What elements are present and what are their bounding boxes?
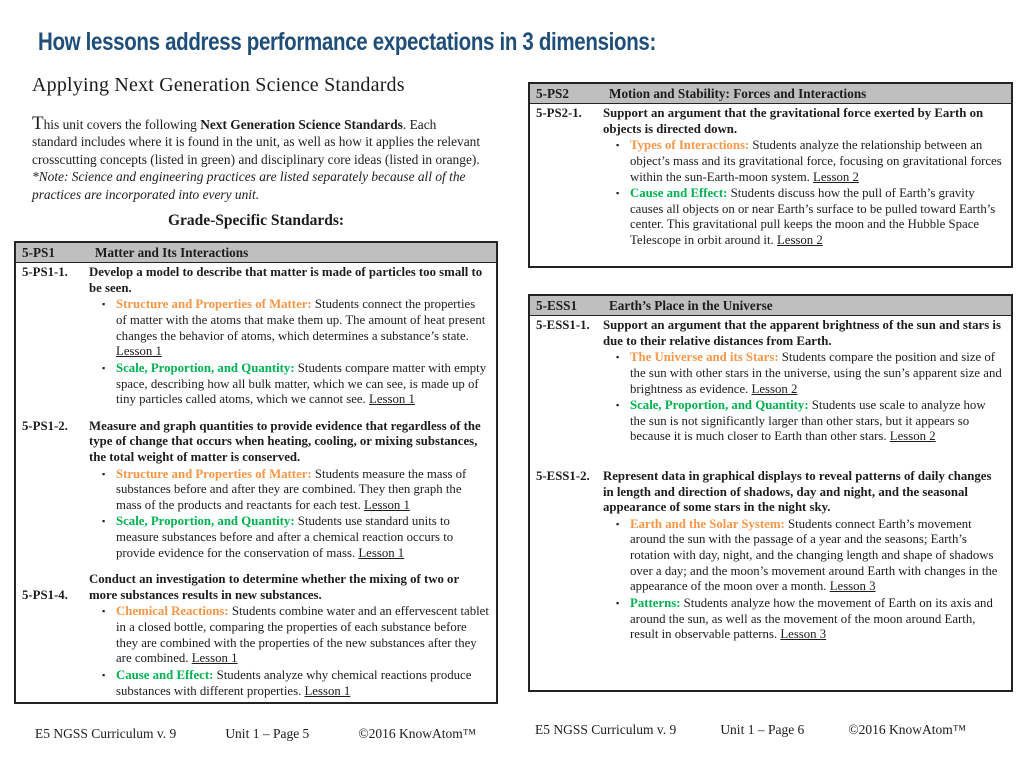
pe-description [603, 469, 1011, 643]
standards-table-5-ess1 [528, 294, 1013, 692]
dimension-bullet-list [603, 350, 1004, 445]
dci-label: Structure and Properties of Matter: [116, 466, 312, 481]
dimension-bullet-list [603, 138, 1004, 248]
bullet-text: Students use standard units to measure substances before and after a chemical reaction occurs to provide evidence for the conservation of mass. [116, 514, 454, 560]
pe-statement: Develop a model to describe that matter is made of particles too small to be seen. [89, 265, 483, 295]
standards-table-5-ps1 [14, 241, 498, 704]
ccc-label: Patterns: [630, 595, 681, 610]
bullet-icon: ▪ [616, 518, 620, 529]
table-header-row [530, 84, 1011, 104]
intro-segment: T [32, 113, 44, 134]
bullet-icon: ▪ [102, 606, 106, 617]
standard-row [16, 265, 496, 407]
document-heading: Applying Next Generation Science Standards [32, 74, 405, 96]
page-title: How lessons address performance expectations in 3 dimensions: [38, 28, 656, 56]
intro-segment: his unit covers the following [43, 117, 201, 132]
dci-label: Earth and the Solar System: [630, 516, 785, 531]
lesson-link[interactable]: Lesson 1 [116, 344, 162, 359]
bullet-icon: ▪ [616, 400, 620, 411]
standard-row [16, 572, 496, 699]
lesson-link[interactable]: Lesson 1 [369, 392, 415, 407]
footer-page-number: Unit 1 – Page 5 [225, 726, 310, 741]
footer-curriculum-version: E5 NGSS Curriculum v. 9 [35, 726, 177, 741]
page-5 [14, 74, 498, 704]
bullet-text: Students compare matter with empty space, describing how all bulk matter, which we can see, is made up of tiny particles called atoms, which we cannot see. [116, 360, 487, 407]
pe-code: 5-PS1-1. [22, 265, 68, 280]
standard-row [530, 469, 1011, 643]
dci-label: The Universe and its Stars: [630, 350, 779, 365]
standard-row [530, 106, 1011, 248]
pe-statement: Represent data in graphical displays to reveal patterns of daily changes in length and direction of shadows, day and night, and the seasonal appearance of some stars in the night sky. [603, 469, 992, 515]
lesson-link[interactable]: Lesson 2 [751, 381, 798, 396]
bullet-icon: ▪ [616, 597, 620, 608]
pe-code: 5-PS2-1. [536, 106, 582, 121]
table-header-title: Earth’s Place in the Universe [609, 298, 773, 313]
standard-bullet [102, 514, 489, 561]
lesson-link[interactable]: Lesson 1 [304, 683, 351, 698]
pe-statement: Support an argument that the apparent brightness of the sun and stars is due to their relative distances from Earth. [603, 318, 1001, 348]
lesson-link[interactable]: Lesson 2 [889, 429, 936, 444]
intro-segment: Next Generation Science Standards [200, 117, 403, 132]
pe-description [603, 106, 1011, 248]
pe-description [89, 572, 496, 699]
bullet-icon: ▪ [616, 188, 620, 199]
ccc-label: Cause and Effect: [630, 186, 728, 201]
ccc-label: Scale, Proportion, and Quantity: [116, 514, 295, 529]
table-header-code: 5-PS2 [536, 86, 569, 101]
ccc-label: Scale, Proportion, and Quantity: [630, 398, 809, 413]
footer-page-6 [535, 722, 966, 738]
pe-description [89, 265, 496, 407]
bullet-icon: ▪ [616, 352, 620, 363]
standard-bullet [616, 595, 1004, 643]
bullet-text: Students analyze how the movement of Earth on its axis and around the sun, as well as the movement of the moon around Earth, result in observable patterns. [630, 595, 993, 642]
dci-label: Chemical Reactions: [116, 604, 229, 619]
table-header-row [530, 296, 1011, 316]
bullet-icon: ▪ [102, 362, 106, 373]
standards-table-5-ps2 [528, 82, 1013, 268]
footer-page-number: Unit 1 – Page 6 [720, 722, 805, 737]
bullet-icon: ▪ [616, 140, 620, 151]
bullet-icon: ▪ [102, 299, 106, 310]
footer-page-5 [35, 726, 476, 742]
standard-row [16, 419, 496, 561]
footer-copyright: ©2016 KnowAtom™ [358, 726, 476, 741]
standard-bullet [616, 398, 1004, 445]
footer-copyright: ©2016 KnowAtom™ [848, 722, 966, 737]
table-header-code: 5-ESS1 [536, 298, 578, 313]
standard-row [530, 318, 1011, 445]
standard-bullet [102, 667, 489, 699]
pe-description [603, 318, 1011, 445]
dci-label: Types of Interactions: [630, 138, 750, 153]
intro-segment: . Each standard includes where it is found in the unit, as well as how it applies the relevant crosscutting concepts (listed in green) and disciplinary core ideas (listed in orange). [32, 117, 481, 167]
page-6 [528, 82, 1013, 692]
intro-segment: *Note: Science and engineering practices are listed separately because all of the practices are incorporated into every unit. [32, 169, 466, 202]
table-header-row [16, 243, 496, 263]
grade-specific-standards-heading: Grade-Specific Standards: [167, 212, 345, 230]
ccc-label: Scale, Proportion, and Quantity: [116, 360, 295, 375]
pe-code: 5-PS1-2. [22, 418, 68, 433]
lesson-link[interactable]: Lesson 3 [780, 627, 827, 642]
bullet-text: Students analyze why chemical reactions produce substances with different properties. [116, 667, 472, 698]
intro-paragraph [32, 114, 484, 203]
bullet-text: Students discuss how the pull of Earth’s gravity causes all objects on or near Earth’s surface to be pulled toward Earth’s center. This gravitational pull keeps the moon and the Hubble Space Telescope in orbit around it. [630, 186, 996, 248]
standard-bullet [102, 360, 489, 408]
pe-code: 5-ESS1-1. [536, 318, 590, 333]
pe-statement: Support an argument that the gravitational force exerted by Earth on objects is directed down. [603, 106, 984, 136]
bullet-text: Students use scale to analyze how the sun is not significantly larger than other stars, but it appears so because it is much closer to Earth than other stars. [630, 398, 986, 444]
lesson-link[interactable]: Lesson 1 [364, 497, 410, 512]
bullet-icon: ▪ [102, 669, 106, 680]
pe-description [89, 419, 496, 561]
table-header-title: Matter and Its Interactions [95, 245, 249, 261]
pe-code: 5-PS1-4. [22, 588, 68, 603]
standard-bullet [616, 516, 1004, 595]
dimension-bullet-list [89, 467, 489, 562]
pe-statement: Conduct an investigation to determine whether the mixing of two or more substances results in new substances. [89, 572, 459, 602]
pe-code: 5-ESS1-2. [536, 469, 590, 484]
bullet-icon: ▪ [102, 468, 106, 479]
dimension-bullet-list [603, 517, 1004, 643]
standard-bullet [102, 297, 489, 359]
standard-bullet [102, 604, 489, 666]
lesson-link[interactable]: Lesson 2 [776, 233, 823, 248]
lesson-link[interactable]: Lesson 2 [813, 169, 859, 184]
standard-bullet [616, 350, 1004, 397]
bullet-text: Students measure the mass of substances before and after they are combined. They then graph the mass of the products and reactants for each test. [116, 466, 467, 512]
bullet-text: Students connect Earth’s movement around the sun with the passage of a year and the seasons; Earth’s rotation with day, night, and the changing length and shape of shadows over a day; and the moon’s movement around Earth with changes in the appearance of the moon over a month. [630, 516, 998, 594]
dimension-bullet-list [89, 297, 489, 407]
table-header-code: 5-PS1 [22, 245, 55, 261]
footer-curriculum-version: E5 NGSS Curriculum v. 9 [535, 722, 677, 737]
dimension-bullet-list [89, 604, 489, 699]
bullet-icon: ▪ [102, 516, 106, 527]
bullet-text: Students compare the position and size of the sun with other stars in the universe, using the sun’s apparent size and brightness as evidence. [630, 350, 1002, 396]
lesson-link[interactable]: Lesson 1 [358, 545, 405, 560]
dci-label: Structure and Properties of Matter: [116, 297, 312, 312]
bullet-text: Students analyze the relationship between an object’s mass and its gravitational force, focusing on gravitational forces within the sun-Earth-moon system. [630, 138, 1002, 184]
ccc-label: Cause and Effect: [116, 667, 214, 682]
standard-bullet [102, 466, 489, 514]
lesson-link[interactable]: Lesson 3 [829, 579, 876, 594]
bullet-text: Students combine water and an effervescent tablet in a closed bottle, comparing the properties of each substance before they are combined with the properties of the new substances after they are combined. [116, 604, 489, 666]
pe-statement: Measure and graph quantities to provide evidence that regardless of the type of change that occurs when heating, cooling, or mixing substances, the total weight of matter is conserved. [89, 418, 481, 464]
standard-bullet [616, 138, 1004, 185]
standard-bullet [616, 186, 1004, 248]
bullet-text: Students connect the properties of matter with the atoms that make them up. The amount of heat present changes the behavior of atoms, which determines a substance’s state. [116, 297, 486, 343]
table-header-title: Motion and Stability: Forces and Interactions [609, 86, 867, 101]
lesson-link[interactable]: Lesson 1 [191, 651, 238, 666]
